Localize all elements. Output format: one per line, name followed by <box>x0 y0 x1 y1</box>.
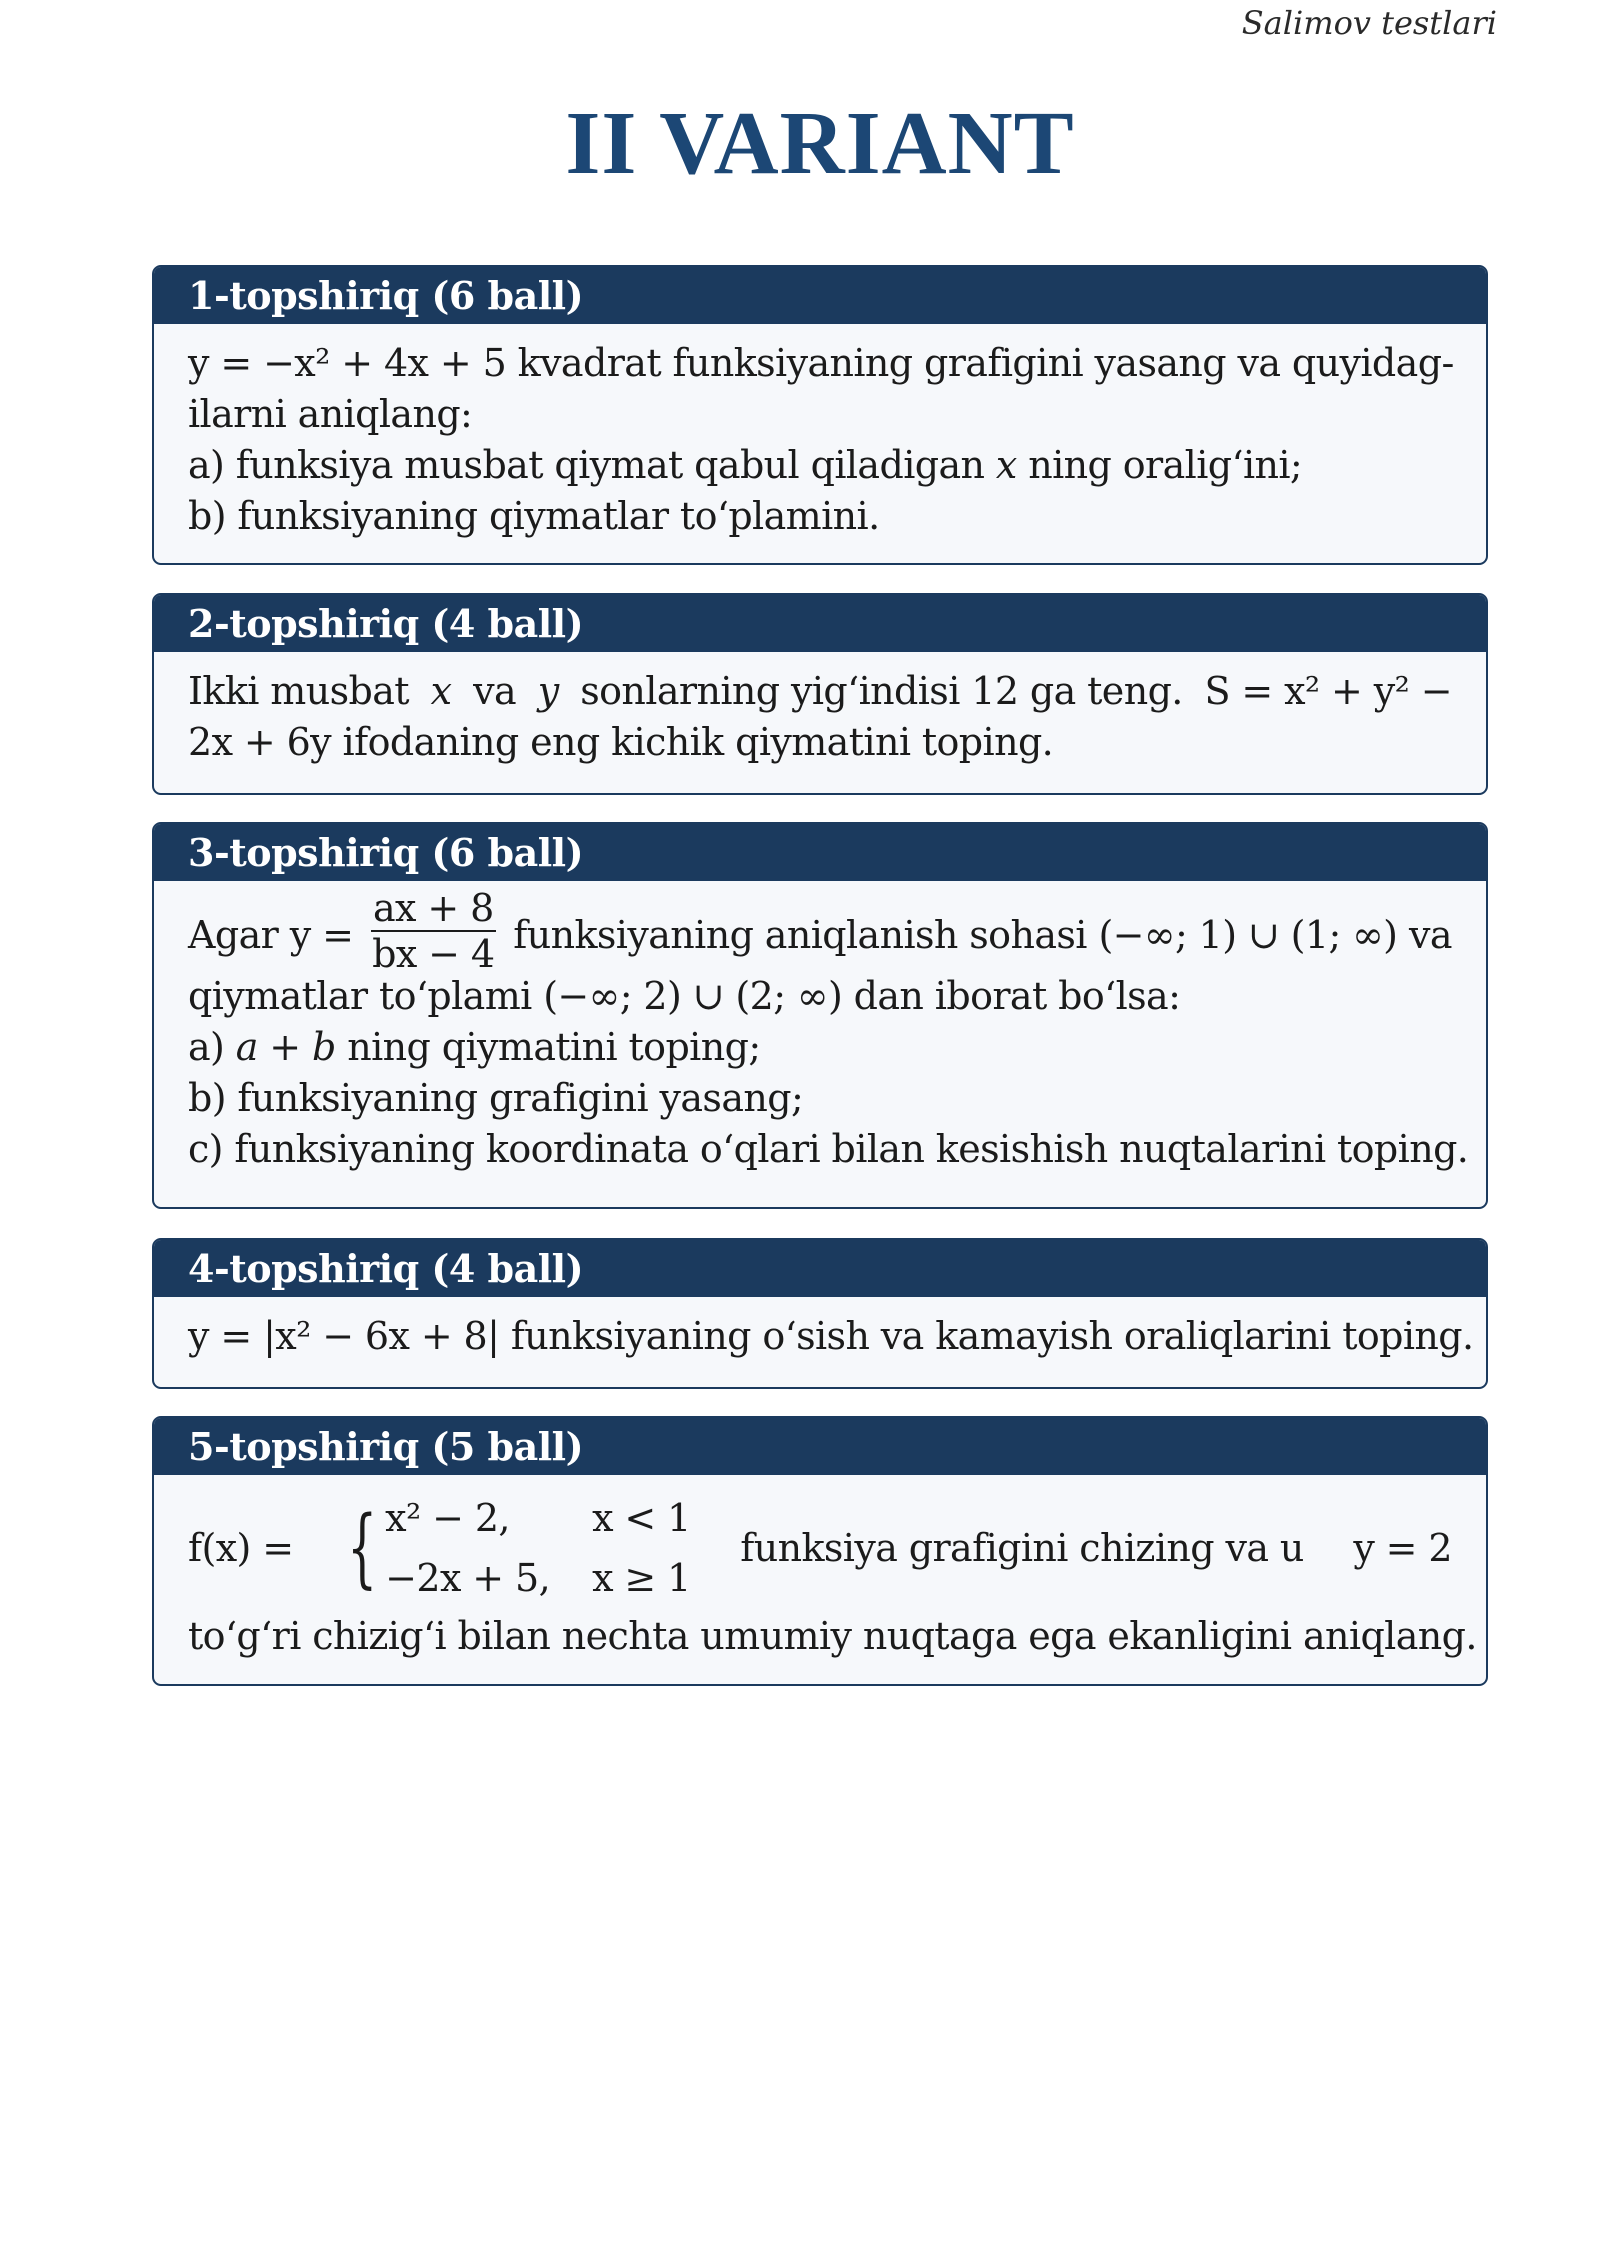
task-5-line-1 <box>188 1485 1452 1611</box>
left-brace-icon: { <box>347 1498 377 1598</box>
task-5-cases <box>385 1488 691 1608</box>
task-3-line-2 <box>188 971 1452 1022</box>
task-5-box <box>152 1416 1488 1686</box>
task-2-line-1-mid: sonlarning yig‘indisi 12 ga teng. <box>580 669 1183 713</box>
task-3-domain: (−∞; 1) ∪ (1; ∞) <box>1098 912 1398 957</box>
task-3-item-a <box>188 1022 1452 1073</box>
task-2-box <box>152 593 1488 795</box>
task-1-item-a-pre: a) funksiya musbat qiymat qabul qiladigan <box>188 443 985 487</box>
task-1-item-a-var: x <box>995 443 1017 487</box>
task-5-case-1-cond: x < 1 <box>592 1496 691 1540</box>
task-3-body <box>154 881 1486 1175</box>
task-3-word-agar: Agar <box>188 912 279 957</box>
task-4-box <box>152 1238 1488 1389</box>
task-1-box <box>152 265 1488 565</box>
task-2-heading: 2-topshiriq (4 ball) <box>154 595 1486 652</box>
task-3-line-2-post: dan iborat bo‘lsa: <box>853 974 1181 1018</box>
task-5-case-1-expr: x² − 2, <box>385 1496 510 1540</box>
task-2-var-y: y <box>537 669 559 713</box>
task-3-item-a-expr: a + b <box>235 1025 336 1069</box>
task-1-item-b: b) funksiyaning qiymatlar to‘plamini. <box>188 494 880 538</box>
task-1-equation: y = −x² + 4x + 5 <box>188 341 507 385</box>
task-2-word-va: va <box>473 669 517 713</box>
task-3-item-c: c) funksiyaning koordinata o‘qlari bilan kesishish nuqtalarini toping. <box>188 1127 1469 1171</box>
task-4-body <box>154 1297 1486 1362</box>
task-3-box <box>152 822 1488 1209</box>
task-5-fx: f(x) = <box>188 1525 294 1570</box>
task-3-range: (−∞; 2) ∪ (2; ∞) <box>543 974 843 1018</box>
task-5-line-2: to‘g‘ri chizig‘i bilan nechta umumiy nuqtaga ega ekanligini aniqlang. <box>188 1614 1477 1658</box>
task-1-item-a-post: ning oralig‘ini; <box>1028 443 1303 487</box>
task-1-line-1-text: kvadrat funksiyaning grafigini yasang va quyidag- <box>517 341 1454 385</box>
task-3-line-1-mid: funksiyaning aniqlanish sohasi <box>513 912 1087 957</box>
task-3-y-eq: y = <box>289 912 354 957</box>
task-3-word-va: va <box>1409 912 1452 957</box>
task-3-numerator: ax + 8 <box>372 886 494 930</box>
task-5-piecewise <box>343 1488 691 1608</box>
task-1-body <box>154 324 1486 542</box>
task-2-expr-1: S = x² + y² − <box>1204 669 1452 713</box>
task-1-line-2: ilarni aniqlang: <box>188 392 473 436</box>
task-3-item-a-post: ning qiymatini toping; <box>347 1025 761 1069</box>
task-3-fraction <box>371 886 496 976</box>
variant-title: II VARIANT <box>565 94 1075 193</box>
task-4-heading: 4-topshiriq (4 ball) <box>154 1240 1486 1297</box>
task-1-heading: 1-topshiriq (6 ball) <box>154 267 1486 324</box>
task-1-item-a <box>188 440 1452 491</box>
task-2-line-2 <box>188 717 1452 768</box>
task-5-heading: 5-topshiriq (5 ball) <box>154 1418 1486 1475</box>
task-3-denominator: bx − 4 <box>372 932 495 976</box>
task-1-line-1 <box>188 338 1452 389</box>
task-2-body <box>154 652 1486 768</box>
task-3-line-2-pre: qiymatlar to‘plami <box>188 974 532 1018</box>
task-5-line-1-text: funksiya grafigini chizing va u <box>740 1525 1304 1570</box>
task-3-heading: 3-topshiriq (6 ball) <box>154 824 1486 881</box>
task-4-line <box>188 1311 1474 1362</box>
task-5-y-eq: y = 2 <box>1353 1525 1452 1570</box>
task-5-case-2-cond: x ≥ 1 <box>592 1556 691 1600</box>
task-2-var-x: x <box>430 669 452 713</box>
task-3-item-a-pre: a) <box>188 1025 225 1069</box>
task-3-item-b: b) funksiyaning grafigini yasang; <box>188 1076 804 1120</box>
task-2-line-1-pre: Ikki musbat <box>188 669 409 713</box>
task-5-case-2-expr: −2x + 5, <box>385 1556 551 1600</box>
task-2-line-2-post: ifodaning eng kichik qiymatini toping. <box>342 720 1054 764</box>
task-4-equation: y = |x² − 6x + 8| <box>188 1314 500 1358</box>
task-2-expr-2: 2x + 6y <box>188 720 332 764</box>
task-2-line-1 <box>188 666 1452 717</box>
task-5-body <box>154 1475 1486 1662</box>
task-4-text: funksiyaning o‘sish va kamayish oraliqlarini toping. <box>510 1314 1474 1358</box>
author-label: Salimov testlari <box>1241 4 1497 42</box>
task-3-line-1 <box>188 886 1452 976</box>
